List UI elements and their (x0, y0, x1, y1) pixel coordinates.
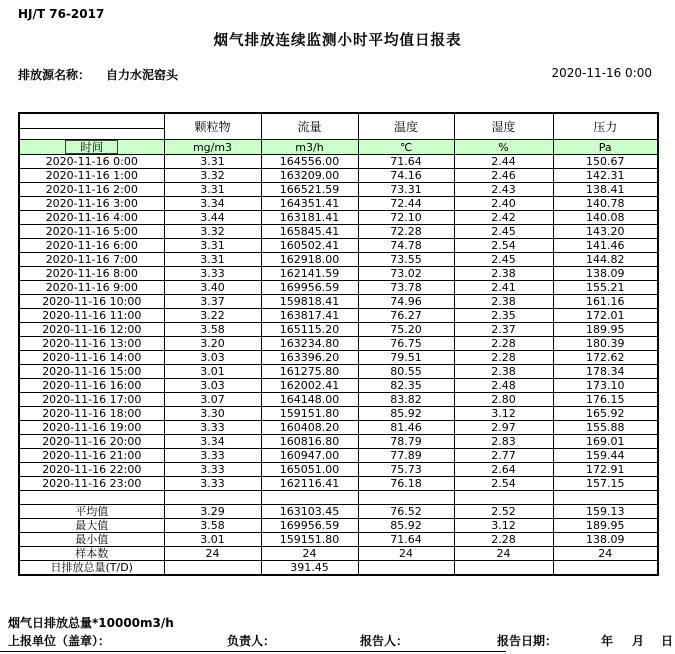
value-cell: 78.79 (358, 435, 454, 449)
value-cell: 2.41 (454, 281, 553, 295)
summary-label-cell: 日排放总量(T/D) (19, 561, 164, 576)
value-cell: 71.64 (358, 533, 454, 547)
time-cell: 2020-11-16 18:00 (19, 407, 164, 421)
day-label: 日 (661, 634, 674, 648)
value-cell: 140.78 (553, 197, 658, 211)
table-row (19, 323, 658, 337)
value-cell: 79.51 (358, 351, 454, 365)
reporter-label: 报告人： (360, 634, 409, 648)
summary-label-cell: 最大值 (19, 519, 164, 533)
footer-signature-row (0, 632, 675, 648)
time-header-cell (19, 140, 164, 155)
value-cell: 162002.41 (261, 379, 358, 393)
value-cell: 2.43 (454, 183, 553, 197)
value-cell: 159.44 (553, 449, 658, 463)
empty-cell (454, 491, 553, 505)
corner-cell-bottom (20, 129, 164, 139)
value-cell: 73.31 (358, 183, 454, 197)
value-cell: 165051.00 (261, 463, 358, 477)
table-row (19, 435, 658, 449)
value-cell: 143.20 (553, 225, 658, 239)
value-cell: 2.38 (454, 365, 553, 379)
param-header-row (19, 113, 658, 140)
value-cell: 73.78 (358, 281, 454, 295)
value-cell: 3.44 (164, 211, 261, 225)
time-header-label: 时间 (65, 140, 118, 154)
unit-cell-humidity: % (454, 140, 553, 155)
col-header-flow: 流量 (261, 113, 358, 140)
col-header-temperature: 温度 (358, 113, 454, 140)
value-cell: 3.40 (164, 281, 261, 295)
time-cell: 2020-11-16 4:00 (19, 211, 164, 225)
time-cell: 2020-11-16 0:00 (19, 155, 164, 169)
value-cell: 2.48 (454, 379, 553, 393)
table-row (19, 155, 658, 169)
value-cell: 3.33 (164, 421, 261, 435)
unit-cell-particulate: mg/m3 (164, 140, 261, 155)
col-header-pressure: 压力 (553, 113, 658, 140)
value-cell: 3.33 (164, 449, 261, 463)
value-cell: 2.46 (454, 169, 553, 183)
value-cell: 76.75 (358, 337, 454, 351)
value-cell: 2.97 (454, 421, 553, 435)
value-cell: 3.37 (164, 295, 261, 309)
value-cell: 3.34 (164, 197, 261, 211)
value-cell: 2.40 (454, 197, 553, 211)
table-row (19, 421, 658, 435)
value-cell: 83.82 (358, 393, 454, 407)
time-cell: 2020-11-16 10:00 (19, 295, 164, 309)
table-row (19, 239, 658, 253)
table-row (19, 379, 658, 393)
time-cell: 2020-11-16 2:00 (19, 183, 164, 197)
value-cell: 391.45 (261, 561, 358, 576)
value-cell: 144.82 (553, 253, 658, 267)
value-cell: 3.33 (164, 267, 261, 281)
value-cell: 2.38 (454, 267, 553, 281)
value-cell: 189.95 (553, 519, 658, 533)
value-cell: 160502.41 (261, 239, 358, 253)
value-cell: 172.01 (553, 309, 658, 323)
value-cell: 161275.80 (261, 365, 358, 379)
value-cell: 2.42 (454, 211, 553, 225)
empty-cell (261, 491, 358, 505)
value-cell: 80.55 (358, 365, 454, 379)
table-row (19, 295, 658, 309)
value-cell: 24 (358, 547, 454, 561)
value-cell: 3.22 (164, 309, 261, 323)
time-cell: 2020-11-16 8:00 (19, 267, 164, 281)
value-cell: 3.31 (164, 183, 261, 197)
value-cell: 76.18 (358, 477, 454, 491)
empty-cell (164, 491, 261, 505)
table-row (19, 281, 658, 295)
value-cell: 74.16 (358, 169, 454, 183)
value-cell: 2.80 (454, 393, 553, 407)
value-cell: 82.35 (358, 379, 454, 393)
value-cell: 74.96 (358, 295, 454, 309)
time-cell: 2020-11-16 6:00 (19, 239, 164, 253)
table-row (19, 169, 658, 183)
value-cell: 2.28 (454, 337, 553, 351)
value-cell: 178.34 (553, 365, 658, 379)
value-cell: 2.54 (454, 477, 553, 491)
table-row (19, 407, 658, 421)
value-cell: 3.31 (164, 253, 261, 267)
value-cell: 169956.59 (261, 519, 358, 533)
table-row (19, 267, 658, 281)
value-cell: 164351.41 (261, 197, 358, 211)
value-cell: 160408.20 (261, 421, 358, 435)
time-cell: 2020-11-16 13:00 (19, 337, 164, 351)
value-cell: 161.16 (553, 295, 658, 309)
table-body (19, 155, 658, 576)
value-cell: 159818.41 (261, 295, 358, 309)
value-cell: 75.73 (358, 463, 454, 477)
value-cell: 3.07 (164, 393, 261, 407)
value-cell: 2.52 (454, 505, 553, 519)
spacer-row (19, 491, 658, 505)
time-cell: 2020-11-16 5:00 (19, 225, 164, 239)
report-datetime: 2020-11-16 0:00 (551, 66, 652, 80)
value-cell (454, 561, 553, 576)
value-cell: 166521.59 (261, 183, 358, 197)
value-cell: 160947.00 (261, 449, 358, 463)
table-row (19, 225, 658, 239)
value-cell: 76.27 (358, 309, 454, 323)
value-cell: 2.28 (454, 351, 553, 365)
value-cell: 141.46 (553, 239, 658, 253)
time-cell: 2020-11-16 20:00 (19, 435, 164, 449)
month-label: 月 (632, 634, 645, 648)
value-cell: 3.34 (164, 435, 261, 449)
value-cell: 169.01 (553, 435, 658, 449)
empty-cell (358, 491, 454, 505)
value-cell: 160816.80 (261, 435, 358, 449)
summary-row (19, 561, 658, 576)
value-cell: 159.13 (553, 505, 658, 519)
summary-row (19, 533, 658, 547)
value-cell: 3.58 (164, 519, 261, 533)
value-cell: 162116.41 (261, 477, 358, 491)
table-row (19, 477, 658, 491)
col-header-humidity: 湿度 (454, 113, 553, 140)
responsible-label: 负责人： (227, 634, 276, 648)
table-row (19, 337, 658, 351)
unit-cell-temperature: ℃ (358, 140, 454, 155)
value-cell: 163396.20 (261, 351, 358, 365)
units-header-row (19, 140, 658, 155)
value-cell (553, 561, 658, 576)
summary-label-cell: 最小值 (19, 533, 164, 547)
table-row (19, 211, 658, 225)
value-cell (358, 561, 454, 576)
value-cell: 3.33 (164, 463, 261, 477)
value-cell: 24 (454, 547, 553, 561)
value-cell: 165845.41 (261, 225, 358, 239)
value-cell: 138.09 (553, 267, 658, 281)
table-row (19, 449, 658, 463)
value-cell: 74.78 (358, 239, 454, 253)
summary-row (19, 519, 658, 533)
time-cell: 2020-11-16 16:00 (19, 379, 164, 393)
value-cell: 3.31 (164, 155, 261, 169)
unit-cell-pressure: Pa (553, 140, 658, 155)
time-cell: 2020-11-16 1:00 (19, 169, 164, 183)
value-cell: 3.01 (164, 533, 261, 547)
value-cell: 180.39 (553, 337, 658, 351)
time-cell: 2020-11-16 23:00 (19, 477, 164, 491)
value-cell: 155.88 (553, 421, 658, 435)
value-cell: 2.45 (454, 225, 553, 239)
table-row (19, 393, 658, 407)
value-cell: 2.83 (454, 435, 553, 449)
value-cell: 24 (553, 547, 658, 561)
value-cell: 140.08 (553, 211, 658, 225)
value-cell: 138.41 (553, 183, 658, 197)
value-cell: 73.55 (358, 253, 454, 267)
year-label: 年 (601, 634, 614, 648)
value-cell: 159151.80 (261, 533, 358, 547)
time-cell: 2020-11-16 22:00 (19, 463, 164, 477)
value-cell: 3.12 (454, 519, 553, 533)
report-table (18, 112, 659, 576)
value-cell: 3.30 (164, 407, 261, 421)
time-cell: 2020-11-16 21:00 (19, 449, 164, 463)
col-header-particulate: 颗粒物 (164, 113, 261, 140)
time-cell: 2020-11-16 15:00 (19, 365, 164, 379)
report-date-label: 报告日期： (497, 634, 558, 648)
table-row (19, 463, 658, 477)
value-cell: 163817.41 (261, 309, 358, 323)
value-cell: 2.77 (454, 449, 553, 463)
value-cell: 3.01 (164, 365, 261, 379)
value-cell: 24 (261, 547, 358, 561)
value-cell: 163209.00 (261, 169, 358, 183)
value-cell: 2.54 (454, 239, 553, 253)
value-cell: 2.35 (454, 309, 553, 323)
table-row (19, 197, 658, 211)
table-row (19, 365, 658, 379)
time-cell: 2020-11-16 9:00 (19, 281, 164, 295)
corner-cell-top (20, 114, 164, 129)
value-cell: 2.45 (454, 253, 553, 267)
summary-row (19, 505, 658, 519)
value-cell: 3.29 (164, 505, 261, 519)
footer-note: 烟气日排放总量*10000m3/h (8, 616, 174, 630)
value-cell: 165.92 (553, 407, 658, 421)
value-cell: 73.02 (358, 267, 454, 281)
value-cell: 2.44 (454, 155, 553, 169)
unit-cell-flow: m3/h (261, 140, 358, 155)
value-cell: 142.31 (553, 169, 658, 183)
value-cell: 24 (164, 547, 261, 561)
value-cell: 2.38 (454, 295, 553, 309)
empty-cell (19, 491, 164, 505)
value-cell: 3.33 (164, 477, 261, 491)
value-cell: 2.64 (454, 463, 553, 477)
footer-divider (0, 651, 506, 652)
time-cell: 2020-11-16 12:00 (19, 323, 164, 337)
emission-source-name: 自力水泥窑头 (106, 68, 179, 82)
emission-source-label: 排放源名称： (18, 68, 91, 82)
value-cell: 72.28 (358, 225, 454, 239)
value-cell: 3.58 (164, 323, 261, 337)
value-cell: 162141.59 (261, 267, 358, 281)
value-cell: 3.31 (164, 239, 261, 253)
value-cell: 72.10 (358, 211, 454, 225)
summary-label-cell: 样本数 (19, 547, 164, 561)
value-cell: 165115.20 (261, 323, 358, 337)
value-cell: 71.64 (358, 155, 454, 169)
value-cell: 77.89 (358, 449, 454, 463)
empty-cell (553, 491, 658, 505)
emission-source (18, 66, 178, 83)
value-cell: 3.32 (164, 225, 261, 239)
value-cell: 3.32 (164, 169, 261, 183)
value-cell: 157.15 (553, 477, 658, 491)
summary-row (19, 547, 658, 561)
time-cell: 2020-11-16 17:00 (19, 393, 164, 407)
table-row (19, 253, 658, 267)
value-cell: 3.03 (164, 379, 261, 393)
value-cell: 189.95 (553, 323, 658, 337)
value-cell: 162918.00 (261, 253, 358, 267)
value-cell: 3.12 (454, 407, 553, 421)
time-cell: 2020-11-16 19:00 (19, 421, 164, 435)
table-row (19, 309, 658, 323)
value-cell: 155.21 (553, 281, 658, 295)
summary-label-cell: 平均值 (19, 505, 164, 519)
time-cell: 2020-11-16 7:00 (19, 253, 164, 267)
value-cell: 159151.80 (261, 407, 358, 421)
value-cell: 169956.59 (261, 281, 358, 295)
value-cell: 3.03 (164, 351, 261, 365)
value-cell: 75.20 (358, 323, 454, 337)
value-cell: 172.62 (553, 351, 658, 365)
value-cell: 85.92 (358, 407, 454, 421)
table-row (19, 351, 658, 365)
value-cell: 163181.41 (261, 211, 358, 225)
standard-code: HJ/T 76-2017 (18, 7, 105, 21)
time-cell: 2020-11-16 3:00 (19, 197, 164, 211)
value-cell: 164148.00 (261, 393, 358, 407)
value-cell: 172.91 (553, 463, 658, 477)
value-cell: 81.46 (358, 421, 454, 435)
value-cell: 163234.80 (261, 337, 358, 351)
value-cell: 2.28 (454, 533, 553, 547)
report-unit-label: 上报单位（盖章）： (8, 634, 111, 648)
time-cell: 2020-11-16 14:00 (19, 351, 164, 365)
value-cell (164, 561, 261, 576)
corner-cell (19, 113, 164, 140)
table-row (19, 183, 658, 197)
value-cell: 176.15 (553, 393, 658, 407)
value-cell: 138.09 (553, 533, 658, 547)
value-cell: 2.37 (454, 323, 553, 337)
value-cell: 150.67 (553, 155, 658, 169)
value-cell: 72.44 (358, 197, 454, 211)
value-cell: 173.10 (553, 379, 658, 393)
time-cell: 2020-11-16 11:00 (19, 309, 164, 323)
value-cell: 3.20 (164, 337, 261, 351)
value-cell: 85.92 (358, 519, 454, 533)
value-cell: 164556.00 (261, 155, 358, 169)
value-cell: 163103.45 (261, 505, 358, 519)
value-cell: 76.52 (358, 505, 454, 519)
page-title: 烟气排放连续监测小时平均值日报表 (213, 33, 462, 49)
